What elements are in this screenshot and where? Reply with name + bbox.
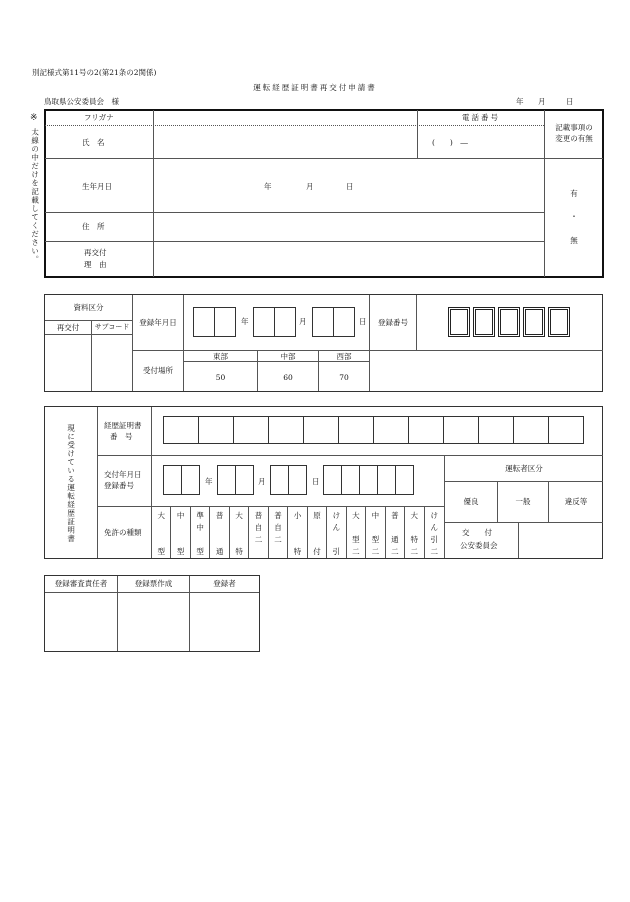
name-field[interactable] [154, 126, 417, 158]
changes-label-1: 記載事項の [555, 123, 593, 132]
license-type-char: 通 [391, 535, 399, 544]
changes-no[interactable]: 無 [570, 236, 578, 245]
place-label: 受付場所 [143, 366, 173, 375]
reg-date-label: 登録年月日 [139, 318, 177, 327]
license-type-char: 二 [352, 547, 360, 556]
license-type-column[interactable] [152, 507, 171, 558]
phone-format: ( ) ― [432, 138, 468, 147]
license-type-char: ん [332, 523, 341, 532]
license-type-char: 中 [196, 523, 204, 532]
place-west-code[interactable]: 70 [339, 373, 349, 382]
issue-day-cells[interactable] [270, 465, 306, 495]
license-type-column[interactable] [405, 507, 424, 558]
reissue-label: 再交付 [56, 323, 80, 332]
license-type-char: 特 [410, 535, 419, 544]
addressee: 鳥取県公安委員会 様 [44, 97, 119, 106]
license-type-column[interactable] [386, 507, 405, 558]
issue-year-cells[interactable] [163, 465, 199, 495]
license-type-column[interactable] [327, 507, 346, 558]
place-central: 中部 [280, 352, 296, 361]
place-east-code[interactable]: 50 [215, 373, 226, 382]
birth-label: 生年月日 [82, 182, 112, 191]
license-type-column[interactable] [288, 507, 307, 558]
license-type-char: 二 [371, 547, 380, 556]
issue-label-2: 登録番号 [104, 481, 134, 490]
license-type-char: 大 [410, 511, 419, 520]
place-west: 西部 [336, 352, 352, 361]
cert-no-label-1: 経歴証明書 [104, 421, 142, 430]
license-type-char: 自 [274, 523, 282, 532]
license-type-char: 型 [371, 535, 380, 544]
license-type-column[interactable] [171, 507, 190, 558]
form-reference: 別記様式第11号の2(第21条の2関係) [32, 68, 157, 77]
license-type-char: 二 [391, 547, 399, 556]
material-label: 資料区分 [73, 303, 104, 312]
phone-label: 電話番号 [462, 113, 500, 122]
reg-no-cells[interactable] [448, 307, 569, 337]
license-type-column[interactable] [210, 507, 229, 558]
license-type-char: 普 [254, 511, 263, 520]
license-type-char: 付 [313, 547, 321, 556]
phone-field[interactable] [418, 126, 544, 158]
license-type-char: け [332, 511, 341, 520]
staff-form-creator: 登録票作成 [134, 579, 173, 588]
issue-month-cells[interactable] [217, 465, 253, 495]
current-side-label: 現に受けている運転経歴証明書 [66, 424, 76, 543]
issuer-label-1: 交 付 [462, 528, 492, 537]
reason-label-1: 再交付 [84, 248, 107, 257]
license-type-char: 大 [352, 511, 360, 520]
license-type-char: 大 [157, 511, 165, 520]
license-type-char: 二 [410, 547, 419, 556]
reg-no-label: 登録番号 [378, 318, 408, 327]
license-type-char: 型 [176, 547, 185, 556]
cert-no-cells[interactable] [163, 416, 583, 444]
reg-day: 日 [359, 317, 367, 326]
address-field[interactable] [154, 213, 544, 241]
cert-no-label-2: 番 号 [110, 432, 133, 441]
license-type-char: 準 [196, 511, 204, 520]
license-type-label: 免許の種類 [104, 528, 142, 537]
license-type-char: け [430, 511, 438, 520]
address-label: 住 所 [82, 222, 105, 231]
license-type-char: 型 [196, 547, 204, 556]
issue-day: 日 [312, 477, 320, 486]
reg-month-cells[interactable] [253, 307, 295, 337]
license-type-char: ん [430, 523, 438, 532]
staff-reviewer: 登録審査責任者 [54, 579, 108, 588]
license-type-char: 通 [215, 547, 224, 556]
reason-field[interactable] [154, 242, 544, 277]
license-type-char: 大 [235, 511, 243, 520]
license-type-char: 普 [391, 511, 399, 520]
driver-class-violation[interactable]: 違反等 [564, 497, 588, 506]
birth-month: 月 [306, 182, 314, 191]
license-type-char: 二 [254, 535, 263, 544]
place-central-code[interactable]: 60 [283, 373, 293, 382]
license-type-char: 普 [215, 511, 224, 520]
reason-label-2: 理 由 [84, 260, 107, 269]
note-mark: ※ [30, 113, 38, 123]
birth-year: 年 [264, 182, 272, 191]
staff-registrar: 登録者 [213, 579, 236, 588]
name-label: 氏 名 [82, 138, 105, 147]
note-text: 太線の中だけを記載してください。 [30, 128, 40, 264]
reg-year-cells[interactable] [193, 307, 235, 337]
driver-class-good[interactable]: 優良 [463, 497, 479, 506]
license-type-char: 二 [430, 547, 438, 556]
license-type-char: 引 [430, 535, 438, 544]
furigana-field[interactable] [154, 110, 417, 125]
license-type-column[interactable] [249, 507, 268, 558]
issue-reg-no-cells[interactable] [323, 465, 413, 495]
driver-class-label: 運転者区分 [505, 464, 543, 473]
subcode-label: サブコード [94, 323, 130, 331]
license-type-column[interactable] [191, 507, 210, 558]
issue-month: 月 [258, 477, 266, 486]
license-type-char: 特 [235, 547, 243, 556]
changes-yes[interactable]: 有 [570, 189, 578, 198]
changes-label-2: 変更の有無 [555, 134, 593, 143]
license-type-char: 中 [176, 511, 185, 520]
date-month: 月 [538, 97, 546, 106]
birth-day: 日 [346, 182, 354, 191]
license-type-column[interactable] [347, 507, 366, 558]
furigana-label: フリガナ [84, 113, 114, 122]
license-type-column[interactable] [425, 507, 444, 558]
reg-day-cells[interactable] [312, 307, 354, 337]
license-type-column[interactable] [366, 507, 385, 558]
license-type-char: 引 [332, 547, 341, 556]
license-type-char: 普 [274, 511, 282, 520]
changes-dot: ・ [570, 212, 578, 221]
license-type-char: 原 [313, 511, 321, 520]
issue-label-1: 交付年月日 [104, 470, 142, 479]
license-type-char: 二 [274, 535, 282, 544]
place-east: 東部 [213, 352, 228, 361]
driver-class-general[interactable]: 一般 [515, 497, 531, 506]
page-title: 運転経歴証明書再交付申請書 [253, 83, 377, 92]
license-type-column[interactable] [269, 507, 288, 558]
date-year: 年 [516, 97, 524, 106]
license-type-char: 小 [293, 511, 302, 520]
date-day: 日 [566, 97, 574, 106]
issuer-label-2: 公安委員会 [460, 541, 498, 550]
license-type-char: 型 [352, 535, 360, 544]
license-type-char: 型 [157, 547, 165, 556]
issue-year: 年 [205, 477, 213, 486]
license-type-char: 自 [254, 523, 263, 532]
license-type-char: 特 [293, 547, 302, 556]
reg-month: 月 [299, 317, 307, 326]
license-type-column[interactable] [308, 507, 327, 558]
license-type-column[interactable] [230, 507, 249, 558]
license-type-char: 中 [371, 511, 380, 520]
reg-year: 年 [241, 317, 249, 326]
